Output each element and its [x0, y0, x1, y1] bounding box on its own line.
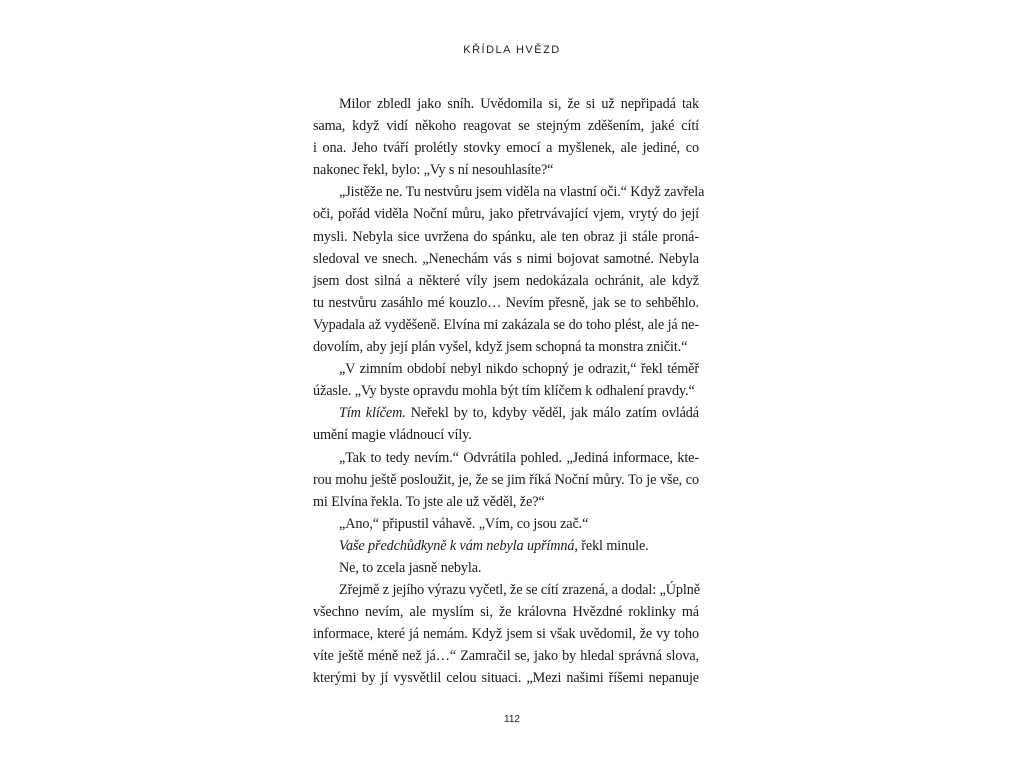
text-line: „Ano,“ připustil váhavě. „Vím, co jsou zač.“ — [339, 515, 589, 532]
text-line: sledoval ve snech. „Nenechám vás s nimi bojovat samotné. Nebyla — [313, 250, 699, 267]
text-line: Ne, to zcela jasně nebyla. — [339, 559, 482, 576]
text-line: tu nestvůru zasáhlo mé kouzlo… Nevím přesně, jak se to sehběhlo. — [313, 294, 699, 311]
text-line: „Jistěže ne. Tu nestvůru jsem viděla na vlastní oči.“ Když zavřela — [339, 184, 705, 201]
body-text — [313, 93, 705, 690]
text-line: i ona. Jeho tváří prolétly stovky emocí a myšlenek, ale jediné, co — [313, 140, 699, 157]
text-line: mysli. Nebyla sice uvržena do spánku, ale ten obraz ji stále proná- — [313, 228, 699, 245]
text-line: mi Elvína řekla. To jste ale už věděl, že?“ — [313, 493, 545, 510]
text-line: nakonec řekl, bylo: „Vy s ní nesouhlasíte?“ — [313, 162, 554, 179]
text-line: Tím klíčem. Neřekl by to, kdyby věděl, jak málo zatím ovládá — [339, 405, 699, 422]
page-number: 112 — [504, 714, 520, 725]
text-line: „V zimním období nebyl nikdo schopný je odrazit,“ řekl téměř — [339, 361, 699, 378]
text-line: informace, které já nemám. Když jsem si však uvědomil, že vy toho — [313, 626, 699, 643]
text-line: „Tak to tedy nevím.“ Odvrátila pohled. „Jediná informace, kte- — [339, 449, 699, 466]
text-line: Milor zbledl jako sníh. Uvědomila si, že si už nepřipadá tak — [339, 96, 699, 112]
text-line: rou mohu ještě posloužit, je, že se jim říká Noční můry. To je vše, co — [313, 471, 699, 488]
text-line: Vypadala až vyděšeně. Elvína mi zakázala se do toho plést, ale já ne- — [313, 316, 699, 333]
text-line: úžasle. „Vy byste opravdu mohla být tím klíčem k odhalení pravdy.“ — [313, 383, 695, 400]
text-line: Zřejmě z jejího výrazu vyčetl, že se cítí zrazená, a dodal: „Úplně — [339, 582, 700, 599]
text-line: sama, když vidí někoho reagovat se stejným zděšením, jaké cítí — [313, 118, 699, 135]
text-line: jsem dost silná a některé víly jsem nedokázala ochránit, ale když — [313, 272, 699, 289]
text-line: Vaše předchůdkyně k vám nebyla upřímná, řekl minule. — [339, 537, 649, 554]
text-line: oči, pořád viděla Noční můru, jako přetrvávající vjem, vrytý do její — [313, 206, 699, 223]
text-line: umění magie vládnoucí víly. — [313, 427, 472, 444]
text-line: kterými by jí vysvětlil celou situaci. „Mezi našimi říšemi nepanuje — [313, 670, 699, 687]
running-head-title: KŘÍDLA HVĚZD — [463, 44, 561, 56]
text-line: dovolím, aby její plán vyšel, když jsem schopná ta monstra zničit.“ — [313, 339, 688, 356]
text-line: všechno nevím, ale myslím si, že královna Hvězdné roklinky má — [313, 604, 699, 621]
text-line: víte ještě méně než já…“ Zamračil se, jako by hledal správná slova, — [313, 648, 699, 665]
